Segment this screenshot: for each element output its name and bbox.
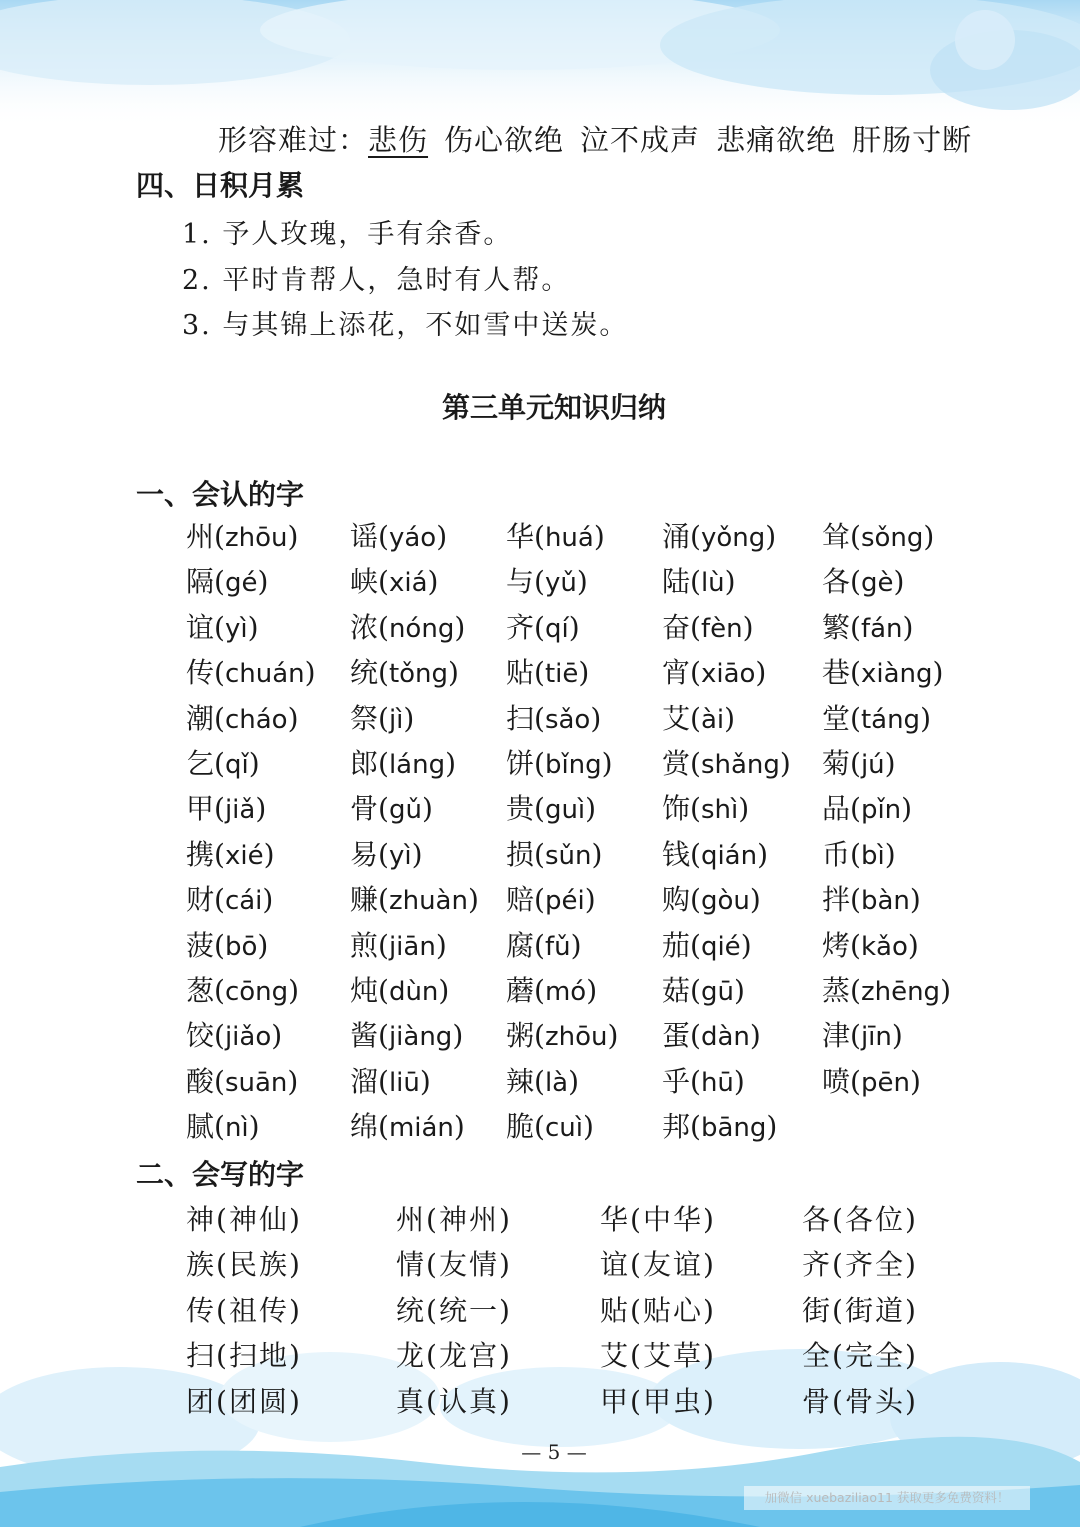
pinyin: là: [544, 1067, 569, 1098]
character: 菠: [186, 928, 215, 962]
character: 菊: [822, 746, 851, 780]
pinyin: pēn: [860, 1067, 910, 1098]
quote-item: 3. 与其锦上添花，不如雪中送炭。: [182, 310, 629, 341]
pinyin: gū: [700, 976, 734, 1007]
pinyin: jiǎo: [224, 1022, 272, 1053]
example-word: 团圆: [228, 1384, 289, 1418]
character: 骨: [802, 1384, 833, 1418]
character: 浓: [350, 610, 379, 644]
char-pinyin-item: 赚(zhuàn): [350, 883, 479, 917]
char-pinyin-item: 赔(péi): [506, 883, 596, 917]
example-word: 扫地: [228, 1339, 289, 1373]
char-pinyin-item: 绵(mián): [350, 1110, 465, 1144]
character: 贵: [506, 792, 535, 826]
pinyin: fán: [860, 613, 903, 644]
char-pinyin-item: 腻(nì): [186, 1110, 260, 1144]
pinyin: qié: [700, 931, 741, 962]
pinyin: cái: [224, 886, 263, 917]
character: 烤: [822, 928, 851, 962]
character: 菇: [662, 973, 691, 1007]
char-pinyin-item: 骨(gǔ): [350, 792, 433, 826]
pinyin: gè: [860, 568, 894, 599]
character: 甲: [186, 792, 215, 826]
character: 谊: [600, 1248, 631, 1282]
character: 谊: [186, 610, 215, 644]
character: 华: [506, 520, 535, 553]
char-pinyin-item: 各(gè): [822, 565, 905, 599]
watermark: 加微信 xuebaziliao11 获取更多免费资料！: [744, 1486, 1030, 1510]
char-pinyin-item: 涌(yǒng): [662, 520, 777, 553]
pinyin: jú: [860, 749, 885, 780]
character: 团: [186, 1384, 217, 1418]
example-word: 中华: [642, 1203, 703, 1236]
char-pinyin-item: 谣(yáo): [350, 520, 448, 553]
example-word: 完全: [844, 1339, 905, 1373]
page-number: — 5 —: [521, 1440, 587, 1464]
char-pinyin-item: 艾(ài): [662, 701, 736, 735]
pinyin: mián: [388, 1113, 454, 1144]
pinyin: jiān: [388, 931, 436, 962]
char-pinyin-item: 蛋(dàn): [662, 1019, 761, 1053]
character: 喷: [822, 1064, 851, 1098]
char-pinyin-item: 巷(xiàng): [822, 656, 944, 690]
character: 艾: [600, 1339, 631, 1373]
pinyin: hū: [700, 1067, 734, 1098]
pinyin: suān: [224, 1067, 288, 1098]
char-pinyin-item: 茄(qié): [662, 928, 752, 962]
character: 乞: [186, 746, 215, 780]
char-word-item: 全(完全): [802, 1339, 918, 1373]
writable-characters-grid: [186, 1197, 986, 1424]
example-word: 友情: [438, 1248, 499, 1282]
pinyin: sǔn: [544, 840, 592, 871]
character: 街: [802, 1293, 833, 1327]
char-pinyin-item: 币(bì): [822, 837, 896, 871]
character: 饰: [662, 792, 691, 826]
character: 传: [186, 1293, 217, 1327]
pinyin: gé: [224, 568, 258, 599]
character: 族: [186, 1248, 217, 1282]
char-pinyin-item: 损(sǔn): [506, 837, 603, 871]
character: 易: [350, 837, 379, 871]
char-pinyin-item: 钱(qián): [662, 837, 769, 871]
char-pinyin-item: 烤(kǎo): [822, 928, 919, 962]
example-word: 民族: [228, 1248, 289, 1282]
char-word-item: 齐(齐全): [802, 1248, 918, 1282]
pinyin: qí: [544, 613, 569, 644]
example-word: 齐全: [844, 1248, 905, 1282]
pinyin: yǒng: [700, 523, 766, 553]
pinyin: sǎo: [544, 704, 591, 735]
character: 奋: [662, 610, 691, 644]
pinyin: guì: [544, 795, 586, 826]
char-pinyin-item: 甲(jiǎ): [186, 792, 267, 826]
pinyin: xiāo: [700, 659, 756, 690]
char-word-item: 艾(艾草): [600, 1339, 716, 1373]
char-pinyin-item: 酱(jiàng): [350, 1019, 464, 1053]
char-word-item: 神(神仙): [186, 1203, 302, 1236]
char-word-item: 统(统一): [396, 1293, 512, 1327]
char-pinyin-item: 邦(bāng): [662, 1110, 778, 1144]
example-word: 街道: [844, 1293, 905, 1327]
pinyin: fèn: [700, 613, 743, 644]
sad-word: 肝肠寸断: [852, 123, 973, 157]
pinyin: bì: [860, 840, 885, 871]
pinyin: jiàng: [388, 1022, 453, 1053]
example-word: 艾草: [642, 1339, 703, 1373]
char-pinyin-item: 蒸(zhēng): [822, 973, 951, 1007]
quote-item: 2. 平时肯帮人，急时有人帮。: [182, 265, 571, 296]
character: 赔: [506, 883, 535, 917]
example-word: 甲虫: [642, 1384, 703, 1418]
readable-characters-grid: [186, 514, 986, 1149]
character: 贴: [506, 656, 535, 690]
character: 品: [822, 792, 851, 826]
character: 蘑: [506, 973, 535, 1007]
pinyin: qián: [700, 840, 758, 871]
character: 扫: [186, 1339, 217, 1373]
char-pinyin-item: 耸(sǒng): [822, 520, 935, 553]
character: 酸: [186, 1064, 215, 1098]
char-pinyin-item: 菊(jú): [822, 746, 896, 780]
character: 真: [396, 1384, 427, 1418]
character: 赏: [662, 746, 691, 780]
character: 骨: [350, 792, 379, 826]
character: 涌: [662, 520, 691, 553]
pinyin: jīn: [860, 1022, 892, 1053]
char-pinyin-item: 腐(fǔ): [506, 928, 582, 962]
character: 与: [506, 565, 535, 599]
character: 各: [802, 1203, 833, 1236]
pinyin: xiá: [388, 568, 428, 599]
character: 辣: [506, 1064, 535, 1098]
character: 州: [396, 1203, 427, 1236]
pinyin: nóng: [388, 613, 455, 644]
character: 邦: [662, 1110, 691, 1144]
pinyin: qǐ: [224, 749, 249, 780]
char-pinyin-item: 州(zhōu): [186, 520, 299, 553]
char-word-item: 团(团圆): [186, 1384, 302, 1418]
pinyin: yáo: [388, 523, 437, 553]
character: 乎: [662, 1064, 691, 1098]
char-pinyin-item: 峡(xiá): [350, 565, 439, 599]
example-word: 龙宫: [438, 1339, 499, 1373]
pinyin: yǔ: [544, 568, 577, 599]
example-word: 统一: [438, 1293, 499, 1327]
character: 损: [506, 837, 535, 871]
char-pinyin-item: 脆(cuì): [506, 1110, 594, 1144]
char-pinyin-item: 奋(fèn): [662, 610, 754, 644]
character: 携: [186, 837, 215, 871]
character: 宵: [662, 656, 691, 690]
char-pinyin-item: 易(yì): [350, 837, 423, 871]
sad-word: 悲痛欲绝: [716, 123, 837, 157]
character: 陆: [662, 565, 691, 599]
char-word-item: 街(街道): [802, 1293, 918, 1327]
char-word-item: 族(民族): [186, 1248, 302, 1282]
example-word: 神仙: [228, 1203, 289, 1236]
character: 葱: [186, 973, 215, 1007]
char-word-item: 华(中华): [600, 1203, 716, 1236]
section-1-heading: 一、会认的字: [136, 478, 305, 511]
character: 峡: [350, 565, 379, 599]
pinyin: cháo: [224, 704, 288, 735]
char-pinyin-item: 溜(liū): [350, 1064, 431, 1098]
character: 绵: [350, 1110, 379, 1144]
char-pinyin-item: 乎(hū): [662, 1064, 745, 1098]
character: 巷: [822, 656, 851, 690]
char-pinyin-item: 郎(láng): [350, 746, 457, 780]
character: 繁: [822, 610, 851, 644]
char-pinyin-item: 与(yǔ): [506, 565, 588, 599]
character: 隔: [186, 565, 215, 599]
character: 赚: [350, 883, 379, 917]
char-word-item: 州(神州): [396, 1203, 512, 1236]
character: 祭: [350, 701, 379, 735]
character: 扫: [506, 701, 535, 735]
character: 谣: [350, 520, 379, 553]
char-pinyin-item: 煎(jiān): [350, 928, 447, 962]
section-2-heading: 二、会写的字: [136, 1158, 305, 1191]
char-pinyin-item: 菠(bō): [186, 928, 269, 962]
character: 堂: [822, 701, 851, 735]
char-pinyin-item: 葱(cōng): [186, 973, 300, 1007]
character: 茄: [662, 928, 691, 962]
example-word: 贴心: [642, 1293, 703, 1327]
character: 炖: [350, 973, 379, 1007]
char-pinyin-item: 辣(là): [506, 1064, 580, 1098]
character: 贴: [600, 1293, 631, 1327]
pinyin: cōng: [224, 976, 289, 1007]
char-pinyin-item: 饼(bǐng): [506, 746, 613, 780]
char-pinyin-item: 携(xié): [186, 837, 275, 871]
pinyin: yì: [224, 613, 248, 644]
char-pinyin-item: 炖(dùn): [350, 973, 450, 1007]
pinyin: pǐn: [860, 795, 902, 826]
character: 州: [186, 520, 215, 553]
char-word-item: 龙(龙宫): [396, 1339, 512, 1373]
char-pinyin-item: 喷(pēn): [822, 1064, 921, 1098]
character: 各: [822, 565, 851, 599]
pinyin: kǎo: [860, 931, 908, 962]
pinyin: zhuàn: [388, 886, 468, 917]
char-pinyin-item: 菇(gū): [662, 973, 745, 1007]
char-pinyin-item: 华(huá): [506, 520, 605, 553]
section-4-heading: 四、日积月累: [136, 169, 305, 202]
char-word-item: 甲(甲虫): [600, 1384, 716, 1418]
character: 统: [350, 656, 379, 690]
example-word: 各位: [844, 1203, 905, 1236]
char-word-item: 情(友情): [396, 1248, 512, 1282]
pinyin: xiàng: [860, 659, 933, 690]
character: 币: [822, 837, 851, 871]
char-pinyin-item: 祭(jì): [350, 701, 415, 735]
char-word-item: 传(祖传): [186, 1293, 302, 1327]
char-pinyin-item: 蘑(mó): [506, 973, 598, 1007]
char-word-item: 谊(友谊): [600, 1248, 716, 1282]
pinyin: gòu: [700, 886, 750, 917]
char-pinyin-item: 津(jīn): [822, 1019, 903, 1053]
char-pinyin-item: 拌(bàn): [822, 883, 921, 917]
char-pinyin-item: 饺(jiǎo): [186, 1019, 283, 1053]
char-pinyin-item: 品(pǐn): [822, 792, 913, 826]
pinyin: jiǎ: [224, 795, 256, 826]
character: 传: [186, 656, 215, 690]
pinyin: chuán: [224, 659, 305, 690]
character: 溜: [350, 1064, 379, 1098]
unit-title: 第三单元知识归纳: [441, 391, 666, 424]
character: 财: [186, 883, 215, 917]
pinyin: bàn: [860, 886, 910, 917]
char-pinyin-item: 堂(táng): [822, 701, 931, 735]
char-pinyin-item: 统(tǒng): [350, 656, 459, 690]
character: 甲: [600, 1384, 631, 1418]
character: 拌: [822, 883, 851, 917]
character: 津: [822, 1019, 851, 1053]
example-word: 神州: [438, 1203, 499, 1236]
character: 全: [802, 1339, 833, 1373]
pinyin: táng: [860, 704, 921, 735]
char-pinyin-item: 贴(tiē): [506, 656, 590, 690]
character: 蒸: [822, 973, 851, 1007]
character: 腐: [506, 928, 535, 962]
character: 潮: [186, 701, 215, 735]
character: 煎: [350, 928, 379, 962]
pinyin: liū: [388, 1067, 420, 1098]
pinyin: tǒng: [388, 659, 449, 690]
char-word-item: 骨(骨头): [802, 1384, 918, 1418]
character: 腻: [186, 1110, 215, 1144]
char-pinyin-item: 购(gòu): [662, 883, 761, 917]
pinyin: yì: [388, 840, 412, 871]
pinyin: tiē: [544, 659, 579, 690]
pinyin: péi: [544, 886, 585, 917]
example-word: 骨头: [844, 1384, 905, 1418]
example-word: 祖传: [228, 1293, 289, 1327]
char-pinyin-item: 酸(suān): [186, 1064, 299, 1098]
character: 钱: [662, 837, 691, 871]
pinyin: bō: [224, 931, 258, 962]
pinyin: nì: [224, 1113, 249, 1144]
char-pinyin-item: 乞(qǐ): [186, 746, 260, 780]
char-pinyin-item: 宵(xiāo): [662, 656, 767, 690]
pinyin: lù: [700, 568, 725, 599]
example-word: 认真: [438, 1384, 499, 1418]
example-word: 友谊: [642, 1248, 703, 1282]
char-word-item: 扫(扫地): [186, 1339, 302, 1373]
char-pinyin-item: 浓(nóng): [350, 610, 466, 644]
pinyin: gǔ: [388, 795, 422, 826]
pinyin: bāng: [700, 1113, 767, 1144]
character: 脆: [506, 1110, 535, 1144]
char-pinyin-item: 粥(zhōu): [506, 1019, 619, 1053]
sad-label: 形容难过：: [218, 123, 369, 157]
character: 饺: [186, 1019, 215, 1053]
pinyin: dàn: [700, 1022, 750, 1053]
char-pinyin-item: 赏(shǎng): [662, 746, 791, 780]
char-pinyin-item: 隔(gé): [186, 565, 269, 599]
character: 华: [600, 1203, 631, 1236]
pinyin: huá: [544, 523, 594, 553]
character: 龙: [396, 1339, 427, 1373]
character: 齐: [506, 610, 535, 644]
character: 粥: [506, 1019, 535, 1053]
char-word-item: 真(认真): [396, 1384, 512, 1418]
pinyin: dùn: [388, 976, 439, 1007]
pinyin: jì: [388, 704, 404, 735]
sad-word: 悲伤: [368, 123, 429, 157]
character: 蛋: [662, 1019, 691, 1053]
sad-word: 泣不成声: [580, 123, 701, 157]
char-word-item: 各(各位): [802, 1203, 918, 1236]
char-pinyin-item: 扫(sǎo): [506, 701, 602, 735]
pinyin: ài: [700, 704, 725, 735]
character: 购: [662, 883, 691, 917]
pinyin: bǐng: [544, 749, 602, 780]
pinyin: xié: [224, 840, 264, 871]
pinyin: mó: [544, 976, 587, 1007]
character: 耸: [822, 520, 851, 553]
char-pinyin-item: 齐(qí): [506, 610, 580, 644]
character: 艾: [662, 701, 691, 735]
pinyin: cuì: [544, 1113, 583, 1144]
char-pinyin-item: 陆(lù): [662, 565, 736, 599]
pinyin: fǔ: [544, 931, 571, 962]
character: 神: [186, 1203, 217, 1236]
char-pinyin-item: 财(cái): [186, 883, 274, 917]
sad-expression-line: [218, 118, 988, 159]
pinyin: láng: [388, 749, 446, 780]
char-pinyin-item: 谊(yì): [186, 610, 259, 644]
char-pinyin-item: 潮(cháo): [186, 701, 299, 735]
pinyin: zhōu: [224, 523, 288, 553]
pinyin: shì: [700, 795, 739, 826]
char-pinyin-item: 贵(guì): [506, 792, 597, 826]
char-pinyin-item: 传(chuán): [186, 656, 316, 690]
character: 郎: [350, 746, 379, 780]
sad-word: 伤心欲绝: [444, 123, 565, 157]
char-pinyin-item: 繁(fán): [822, 610, 914, 644]
character: 饼: [506, 746, 535, 780]
character: 情: [396, 1248, 427, 1282]
pinyin: sǒng: [860, 523, 924, 553]
character: 酱: [350, 1019, 379, 1053]
character: 统: [396, 1293, 427, 1327]
quote-item: 1. 予人玫瑰，手有余香。: [182, 219, 513, 250]
pinyin: zhēng: [860, 976, 941, 1007]
sky-cloud-decoration: [0, 0, 1080, 130]
char-word-item: 贴(贴心): [600, 1293, 716, 1327]
pinyin: shǎng: [700, 749, 780, 780]
char-pinyin-item: 饰(shì): [662, 792, 750, 826]
pinyin: zhōu: [544, 1022, 608, 1053]
character: 齐: [802, 1248, 833, 1282]
